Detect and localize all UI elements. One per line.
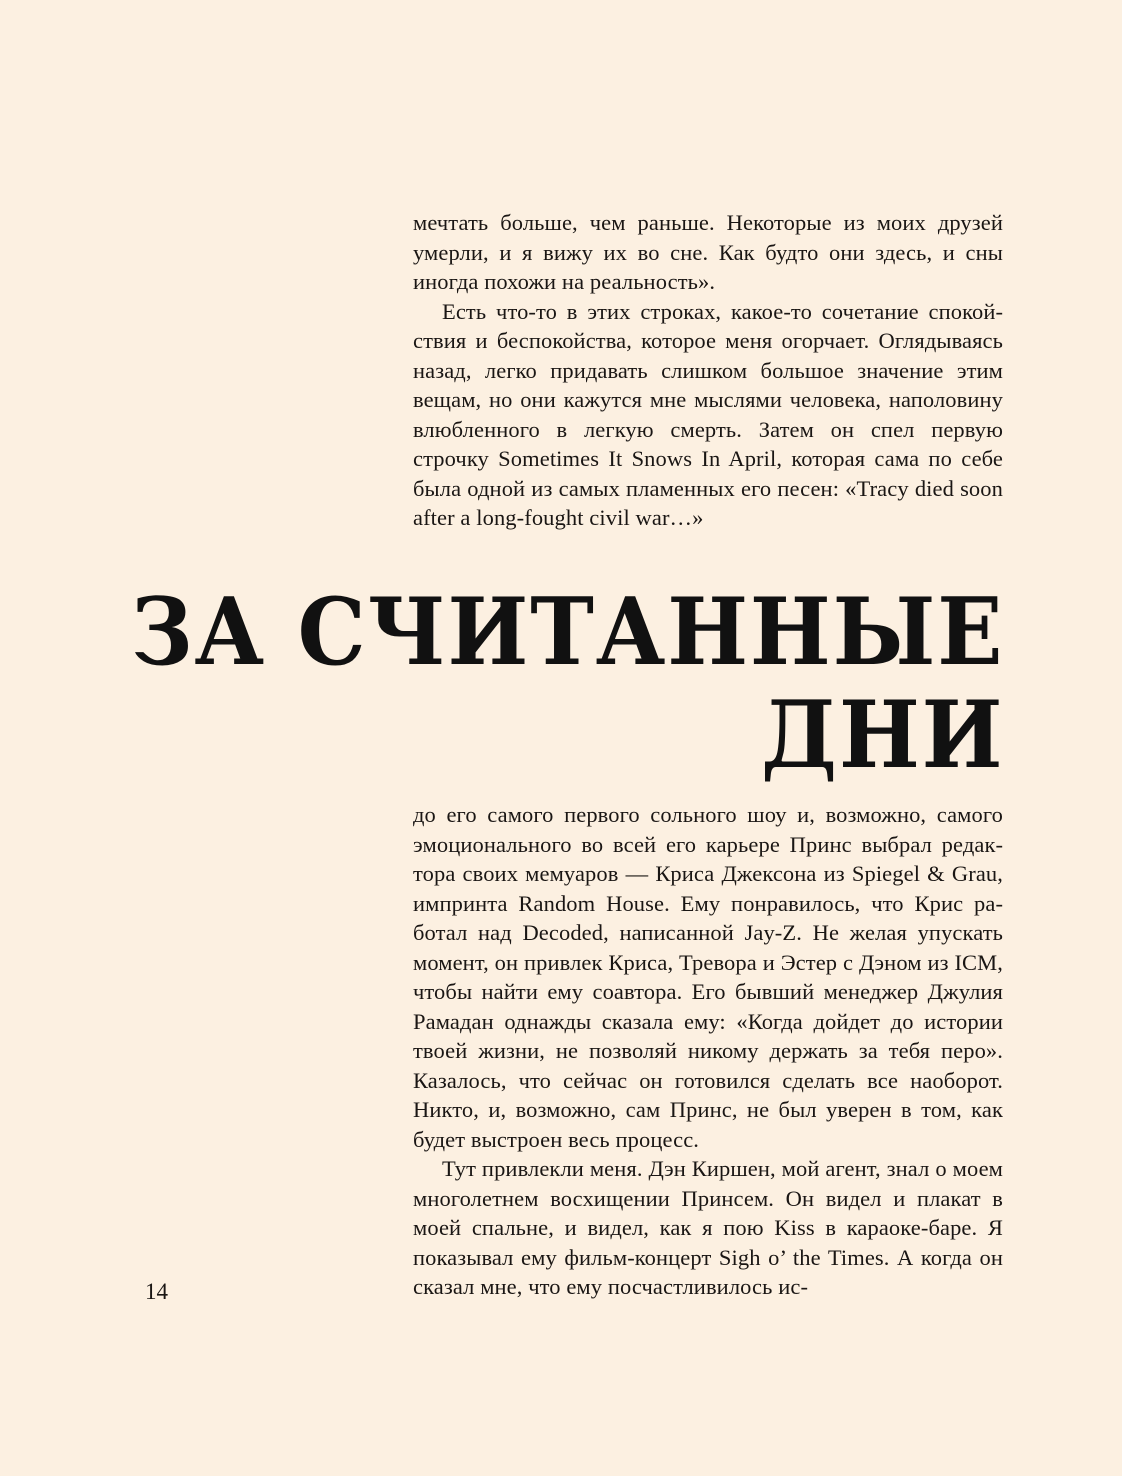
paragraph: Тут привлекли меня. Дэн Киршен, мой агент, знал о моем многолетнем восхищении Принсем. Он видел и плакат в моей спальне, и видел, как я пою Kiss в караоке-баре. Я показывал ему фильм-концерт Sigh o’ the Times. А когда он сказал мне, что ему посчастливилось ис-: [413, 1156, 1003, 1299]
text-block-bottom: [413, 800, 1003, 1302]
chapter-heading-line: ДНИ: [760, 680, 1004, 789]
page-number: 14: [145, 1279, 168, 1304]
chapter-heading-line: ЗА СЧИТАННЫЕ: [130, 577, 1004, 686]
paragraph: Есть что-то в этих строках, какое-то сочетание спокойствия и беспокойства, которое меня огорчает. Оглядываясь назад, легко придавать слишком большое значение этим вещам, но они кажутся мне мыслями человека, наполовину влюбленного в легкую смерть. Затем он спел первую строчку Sometimes It Snows In April, которая сама по себе была одной из самых пламенных его песен: «Tracy died soon after a long-fought civil war…»: [413, 298, 1003, 530]
text-block-top: [413, 208, 1003, 533]
paragraph: мечтать больше, чем раньше. Некоторые из моих друзей умерли, и я вижу их во сне. Как будто они здесь, и сны иногда похожи на реальность».: [413, 210, 1003, 294]
paragraph: до его самого первого сольного шоу и, возможно, самого эмоционального во всей его карьере Принс выбрал редактора своих мемуаров — Криса Джексона из Spiegel & Grau, импринта Random House. Ему понравилось, что Крис работал над Decoded, написанной Jay-Z. Не желая упускать момент, он привлек Криса, Тревора и Эстер с Дэном из ICM, чтобы найти ему соавтора. Его бывший менеджер Джулия Рамадан однажды сказала ему: «Когда дойдет до истории твоей жизни, не позволяй никому держать за тебя перо». Казалось, что сейчас он готовился сделать все наоборот. Никто, и, возможно, сам Принс, не был уверен в том, как будет выстроен весь процесс.: [413, 802, 1003, 1152]
chapter-heading: [130, 577, 1004, 789]
